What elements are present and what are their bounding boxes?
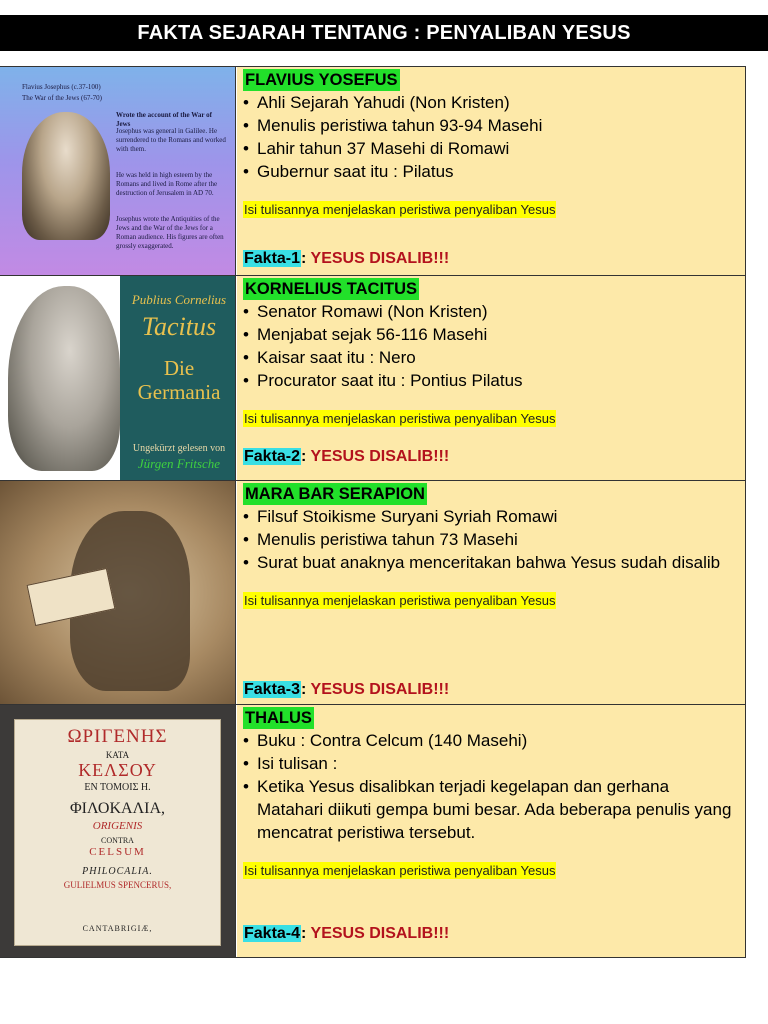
fakta-line: Fakta-3: YESUS DISALIB!!! — [244, 681, 450, 698]
fakta-claim: YESUS DISALIB!!! — [310, 681, 450, 698]
fact-item: • Buku : Contra Celcum (140 Masehi) — [243, 729, 737, 752]
cover-author-line: Flavius Josephus (c.37-100) — [22, 83, 101, 91]
fact-item: • Filsuf Stoikisme Suryani Syriah Romawi — [243, 505, 737, 528]
cover-author: Publius Cornelius — [131, 292, 227, 307]
latin-line: ORIGENIS — [92, 820, 143, 832]
note-highlight: Isi tulisannya menjelaskan peristiwa penyaliban Yesus — [244, 863, 556, 878]
tacitus-bust — [8, 286, 120, 471]
cover-name: Tacitus — [141, 312, 217, 341]
greek-title: ΚΕΛΣΟΥ — [78, 760, 157, 780]
fact-list — [243, 300, 737, 392]
josephus-portrait — [22, 112, 110, 240]
fact-item: • Senator Romawi (Non Kristen) — [243, 300, 737, 323]
fact-item: • Kaisar saat itu : Nero — [243, 346, 737, 369]
fact-item: • Menulis peristiwa tahun 73 Masehi — [243, 528, 737, 551]
fact-item: • Menjabat sejak 56-116 Masehi — [243, 323, 737, 346]
latin-line: CELSUM — [89, 846, 146, 858]
note-highlight: Isi tulisannya menjelaskan peristiwa penyaliban Yesus — [244, 593, 556, 608]
note-highlight: Isi tulisannya menjelaskan peristiwa penyaliban Yesus — [244, 202, 556, 217]
cover-paragraph: Josephus wrote the Antiquities of the Jews and the War of the Jews for a Roman audience. His figures are often grossly exaggerated. — [116, 215, 224, 250]
latin-line: PHILOCALIA. — [82, 866, 153, 877]
note-highlight: Isi tulisannya menjelaskan peristiwa penyaliban Yesus — [244, 411, 556, 426]
fakta-claim: YESUS DISALIB!!! — [310, 925, 450, 942]
fact-cell — [237, 705, 746, 957]
source-name: FLAVIUS YOSEFUS — [245, 71, 398, 89]
fact-item: • Ahli Sejarah Yahudi (Non Kristen) — [243, 91, 737, 114]
fakta-line: Fakta-4: YESUS DISALIB!!! — [244, 925, 450, 942]
fact-item: • Ketika Yesus disalibkan terjadi kegelapan dan gerhana Matahari diikuti gempa bumi besar. Ada beberapa penulis yang mencatrat peristiwa tersebut. — [243, 775, 737, 844]
latin-line: CONTRA — [101, 836, 134, 845]
josephus-book-cover — [0, 67, 236, 275]
contra-celsum-title-page — [0, 705, 236, 957]
fact-cell — [237, 67, 746, 275]
table-row — [0, 481, 746, 705]
cover-paragraph: Wrote the account of the War of Jews — [116, 111, 212, 128]
fact-item: • Isi tulisan : — [243, 752, 737, 775]
greek-line: ΕΝ ΤΟΜΟΙΣ Η. — [84, 782, 151, 793]
table-row — [0, 276, 746, 481]
title-page — [14, 719, 221, 946]
source-name: MARA BAR SERAPION — [245, 485, 425, 503]
fact-cell — [237, 276, 746, 480]
greek-title: ΩΡΙΓΕΝΗΣ — [67, 726, 168, 747]
fact-list — [243, 91, 737, 183]
mara-engraving — [0, 481, 236, 704]
fakta-label: Fakta-1 — [244, 250, 301, 267]
fakta-line: Fakta-1: YESUS DISALIB!!! — [244, 250, 450, 267]
latin-line: CANTABRIGIÆ, — [82, 924, 153, 933]
table-row — [0, 67, 746, 276]
facts-table — [0, 66, 746, 958]
fact-list — [243, 505, 737, 574]
cover-paragraph: Josephus was general in Galilee. He surrendered to the Romans and worked with them. — [116, 127, 226, 153]
cover-title: Germania — [137, 380, 221, 404]
fakta-claim: YESUS DISALIB!!! — [310, 250, 450, 267]
fact-cell — [237, 481, 746, 704]
page-title: FAKTA SEJARAH TENTANG : PENYALIBAN YESUS — [0, 15, 768, 51]
table-row — [0, 705, 746, 957]
fakta-claim: YESUS DISALIB!!! — [310, 448, 450, 465]
cover-title: Die — [163, 356, 195, 380]
fact-item: • Menulis peristiwa tahun 93-94 Masehi — [243, 114, 737, 137]
greek-line: ΚΑΤΑ — [105, 750, 130, 760]
source-name: KORNELIUS TACITUS — [245, 280, 418, 298]
fact-item: • Lahir tahun 37 Masehi di Romawi — [243, 137, 737, 160]
latin-line: GULIELMUS SPENCERUS, — [63, 880, 172, 890]
fakta-label: Fakta-3 — [244, 681, 301, 698]
fakta-line: Fakta-2: YESUS DISALIB!!! — [244, 448, 450, 465]
source-name: THALUS — [245, 709, 312, 727]
cover-paragraph: He was held in high esteem by the Romans and lived in Rome after the destruction of Jerusalem in AD 70. — [116, 171, 218, 197]
fact-item: • Gubernur saat itu : Pilatus — [243, 160, 737, 183]
fakta-label: Fakta-2 — [244, 448, 301, 465]
cover-reader: Jürgen Fritsche — [137, 456, 221, 471]
fakta-label: Fakta-4 — [244, 925, 301, 942]
fact-item: • Surat buat anaknya menceritakan bahwa Yesus sudah disalib — [243, 551, 737, 574]
fact-item: • Procurator saat itu : Pontius Pilatus — [243, 369, 737, 392]
greek-title: ΦΙΛΟΚΑΛΙΑ, — [69, 800, 166, 817]
cover-title-line: The War of the Jews (67-70) — [22, 94, 102, 102]
fact-list — [243, 729, 737, 844]
cover-subtitle: Ungekürzt gelesen von — [132, 443, 226, 454]
tacitus-book-cover — [0, 276, 236, 480]
